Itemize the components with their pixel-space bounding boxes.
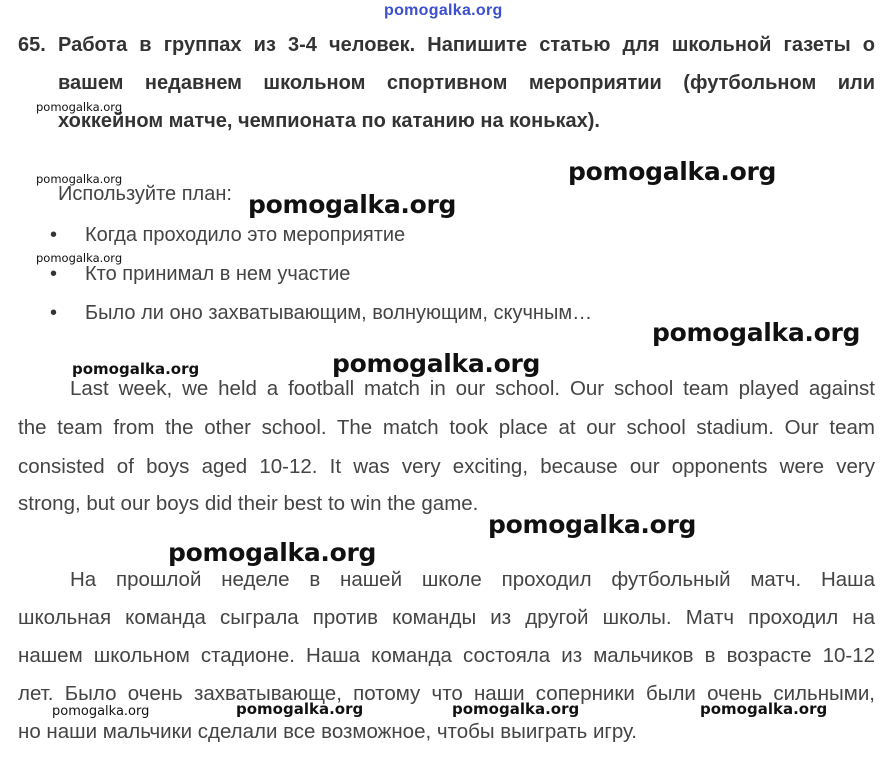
- task-line-1: Работа в группах из 3-4 человек. Напишите статью для школьной газеты о: [58, 34, 875, 56]
- bullet-icon: •: [50, 263, 58, 285]
- russian-line-3: нашем школьном стадионе. Наша команда состояла из мальчиков в возрасте 10-12: [18, 644, 875, 667]
- watermark: pomogalka.org: [452, 700, 580, 718]
- watermark: pomogalka.org: [568, 157, 777, 186]
- russian-line-1: На прошлой неделе в нашей школе проходил футбольный матч. Наша: [70, 568, 875, 591]
- watermark: pomogalka.org: [332, 349, 541, 378]
- task-line-3: хоккейном матче, чемпионата по катанию на коньках).: [58, 110, 600, 132]
- english-line-2: the team from the other school. The match took place at our school stadium. Our team: [18, 416, 875, 439]
- watermark: pomogalka.org: [52, 704, 150, 719]
- english-line-3: consisted of boys aged 10-12. It was very exciting, because our opponents were very: [18, 455, 875, 478]
- watermark: pomogalka.org: [488, 510, 697, 539]
- russian-line-5: но наши мальчики сделали все возможное, чтобы выиграть игру.: [18, 720, 637, 743]
- english-line-4: strong, but our boys did their best to win the game.: [18, 492, 479, 515]
- watermark: pomogalka.org: [36, 100, 123, 114]
- plan-item-3: Было ли оно захватывающим, волнующим, скучным…: [85, 302, 593, 324]
- watermark: pomogalka.org: [652, 318, 861, 347]
- watermark: pomogalka.org: [36, 172, 123, 186]
- plan-title: Используйте план:: [58, 183, 232, 205]
- plan-item-2: Кто принимал в нем участие: [85, 263, 351, 285]
- bullet-icon: •: [50, 302, 58, 324]
- watermark: pomogalka.org: [168, 538, 377, 567]
- site-watermark-top: pomogalka.org: [384, 2, 503, 19]
- task-line-2: вашем недавнем школьном спортивном мероприятии (футбольном или: [58, 72, 875, 94]
- english-line-1: Last week, we held a football match in our school. Our school team played against: [70, 377, 875, 400]
- bullet-icon: •: [50, 224, 58, 246]
- plan-item-1: Когда проходило это мероприятие: [85, 224, 406, 246]
- watermark: pomogalka.org: [72, 360, 200, 378]
- watermark: pomogalka.org: [700, 700, 828, 718]
- watermark: pomogalka.org: [236, 700, 364, 718]
- russian-line-4: лет. Было очень захватывающе, потому что наши соперники были очень сильными,: [18, 682, 875, 705]
- watermark: pomogalka.org: [248, 190, 457, 219]
- russian-line-2: школьная команда сыграла против команды из другой школы. Матч проходил на: [18, 606, 875, 629]
- watermark: pomogalka.org: [36, 251, 123, 265]
- task-number: 65.: [18, 34, 46, 56]
